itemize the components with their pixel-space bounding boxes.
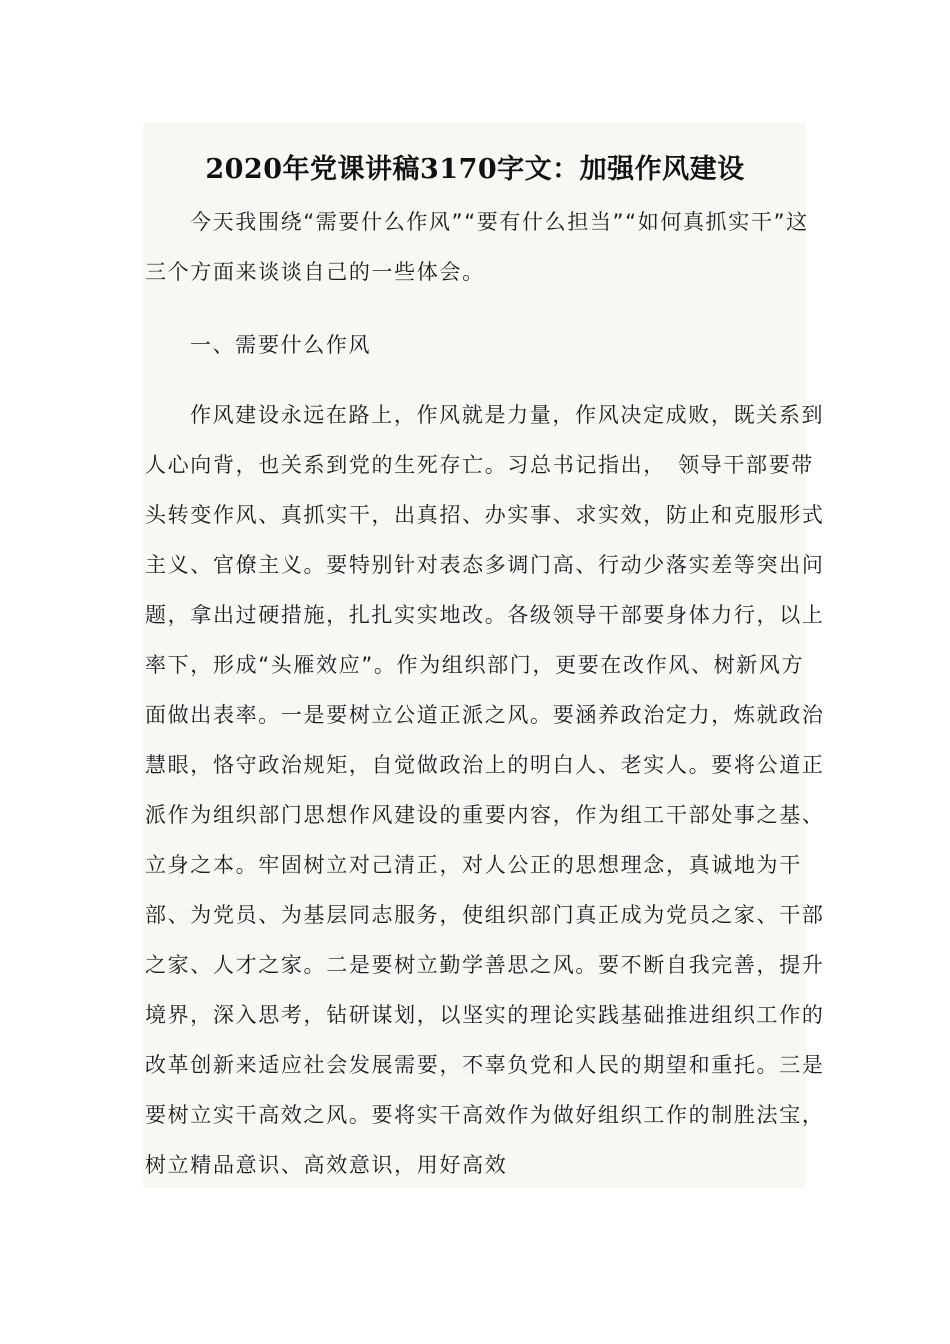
paragraph-body: 作风建设永远在路上，作风就是力量，作风决定成败，既关系到人心向背，也关系到党的生死存亡。习总书记指出， 领导干部要带头转变作风、真抓实干，出真招、办实事、求实效，防止和克服形式主义、官僚主义。要特别针对表态多调门高、行动少落实差等突出问题，拿出过硬措施，扎扎实实地改。各级领导干部要身体力行，以上率下，形成“头雁效应”。作为组织部门，更要在改作风、树新风方面做出表率。一是要树立公道正派之风。要涵养政治定力，炼就政治慧眼，恪守政治规矩，自觉做政治上的明白人、老实人。要将公道正派作为组织部门思想作风建设的重要内容，作为组工干部处事之基、立身之本。牢固树立对己清正，对人公正的思想理念，真诚地为干部、为党员、为基层同志服务，使组织部门真正成为党员之家、干部之家、人才之家。二是要树立勤学善思之风。要不断自我完善，提升境界，深入思考，钻研谋划，以坚实的理论实践基础推进组织工作的改革创新来适应社会发展需要，不辜负党和人民的期望和重托。三是要树立实干高效之风。要将实干高效作为做好组织工作的制胜法宝，树立精品意识、高效意识，用好高效 — [145, 403, 825, 1177]
paragraph-intro: 今天我围绕“需要什么作风”“要有什么担当”“如何真抓实干”这三个方面来谈谈自己的一些体会。 — [145, 210, 809, 284]
document-title: 2020年党课讲稿3170字文：加强作风建设 — [205, 154, 745, 186]
section-heading: 一、需要什么作风 — [190, 333, 372, 357]
